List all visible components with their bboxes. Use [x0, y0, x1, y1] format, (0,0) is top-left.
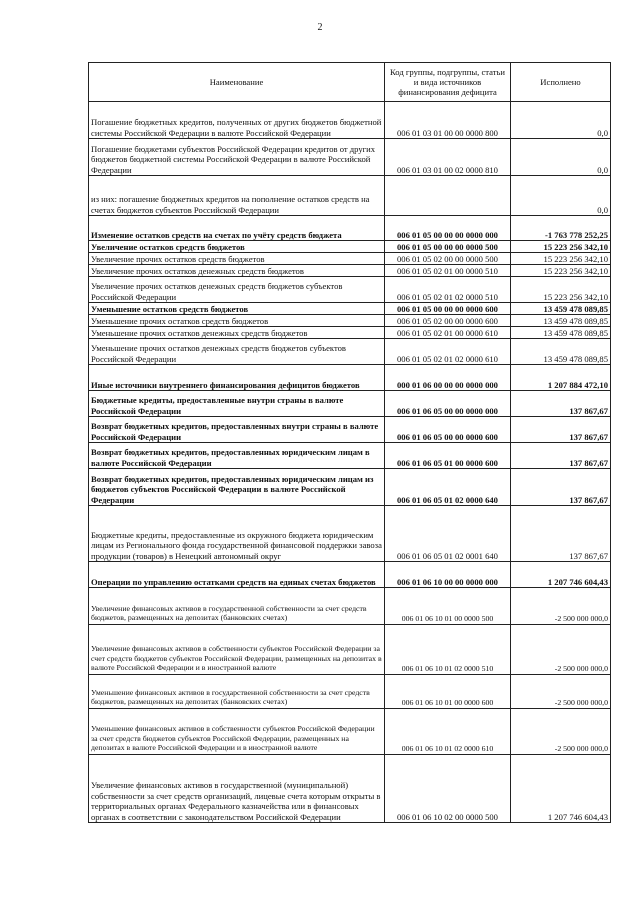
row-code-cell: 006 01 05 02 00 00 0000 500	[385, 253, 511, 265]
table-row	[89, 417, 611, 443]
row-name-cell: Уменьшение остатков средств бюджетов	[89, 303, 385, 315]
row-code-cell: 006 01 06 05 00 00 0000 000	[385, 391, 511, 417]
row-name-cell: Уменьшение прочих остатков денежных средств бюджетов субъектов Российской Федерации	[89, 339, 385, 365]
table-row	[89, 315, 611, 327]
row-name-cell: Изменение остатков средств на счетах по учёту средств бюджета	[89, 216, 385, 241]
row-name-cell: Уменьшение финансовых активов в собственности субъектов Российской Федерации за счет средств бюджетов субъектов Российской Федерации, размещенных на депозитах в валюте Российской Федерации и в иностранной валюте	[89, 709, 385, 755]
row-name-cell: Иные источники внутреннего финансирования дефицитов бюджетов	[89, 365, 385, 391]
table-row	[89, 277, 611, 303]
row-code-cell: 006 01 05 00 00 00 0000 500	[385, 241, 511, 253]
row-value-cell: 137 867,67	[511, 417, 611, 443]
row-name-cell: Увеличение остатков средств бюджетов	[89, 241, 385, 253]
row-code-cell: 000 01 06 00 00 00 0000 000	[385, 365, 511, 391]
table-row	[89, 327, 611, 339]
row-value-cell: 13 459 478 089,85	[511, 315, 611, 327]
table-row	[89, 303, 611, 315]
row-code-cell: 006 01 05 02 01 02 0000 610	[385, 339, 511, 365]
row-value-cell: 1 207 746 604,43	[511, 755, 611, 823]
table-body	[89, 102, 611, 823]
row-code-cell: 006 01 05 02 01 00 0000 510	[385, 265, 511, 277]
row-code-cell: 006 01 05 02 01 00 0000 610	[385, 327, 511, 339]
row-code-cell	[385, 176, 511, 216]
row-value-cell: 15 223 256 342,10	[511, 253, 611, 265]
row-value-cell: -2 500 000 000,0	[511, 588, 611, 625]
row-name-cell: Погашение бюджетных кредитов, полученных от других бюджетов бюджетной системы Российской Федерации в валюте Российской Федерации	[89, 102, 385, 139]
row-name-cell: Увеличение прочих остатков денежных средств бюджетов	[89, 265, 385, 277]
table-row	[89, 339, 611, 365]
row-value-cell: 0,0	[511, 102, 611, 139]
table-row	[89, 216, 611, 241]
row-name-cell: Увеличение финансовых активов в государственной (муниципальной) собственности за счет средств организаций, лицевые счета которым открыты в территориальных органах Федерального казначейства или в финансовых органах в соответствии с законодательством Российской Федерации	[89, 755, 385, 823]
row-code-cell: 006 01 06 10 01 02 0000 610	[385, 709, 511, 755]
row-name-cell: Увеличение прочих остатков средств бюджетов	[89, 253, 385, 265]
row-code-cell: 006 01 06 10 01 02 0000 510	[385, 625, 511, 675]
table-row	[89, 391, 611, 417]
row-code-cell: 006 01 06 05 00 00 0000 600	[385, 417, 511, 443]
table-row	[89, 755, 611, 823]
row-name-cell: из них: погашение бюджетных кредитов на пополнение остатков средств на счетах бюджетов субъектов Российской Федерации	[89, 176, 385, 216]
row-value-cell: 0,0	[511, 139, 611, 176]
table-row	[89, 675, 611, 709]
row-code-cell: 006 01 03 01 00 00 0000 800	[385, 102, 511, 139]
table-row	[89, 562, 611, 588]
row-name-cell: Увеличение финансовых активов в государственной собственности за счет средств бюджетов, размещенных на депозитах (банковских счетах)	[89, 588, 385, 625]
row-value-cell: -2 500 000 000,0	[511, 675, 611, 709]
row-code-cell: 006 01 03 01 00 02 0000 810	[385, 139, 511, 176]
header-name: Наименование	[89, 63, 385, 102]
table-row	[89, 253, 611, 265]
row-code-cell: 006 01 05 02 01 02 0000 510	[385, 277, 511, 303]
table-row	[89, 625, 611, 675]
row-value-cell: -2 500 000 000,0	[511, 709, 611, 755]
table-row	[89, 469, 611, 506]
row-name-cell: Уменьшение финансовых активов в государственной собственности за счет средств бюджетов, размещенных на депозитах (банковских счетах)	[89, 675, 385, 709]
table-row	[89, 588, 611, 625]
row-code-cell: 006 01 05 00 00 00 0000 000	[385, 216, 511, 241]
table-row	[89, 265, 611, 277]
table-header-row	[89, 63, 611, 102]
sources-of-financing-table	[88, 62, 611, 823]
row-code-cell: 006 01 06 10 02 00 0000 500	[385, 755, 511, 823]
page-number: 2	[317, 22, 323, 33]
header-code: Код группы, подгруппы, статьи и вида источников финансирования дефицита	[385, 63, 511, 102]
row-value-cell: 13 459 478 089,85	[511, 327, 611, 339]
row-name-cell: Операции по управлению остатками средств на единых счетах бюджетов	[89, 562, 385, 588]
row-value-cell: 1 207 746 604,43	[511, 562, 611, 588]
row-code-cell: 006 01 05 00 00 00 0000 600	[385, 303, 511, 315]
table-row	[89, 102, 611, 139]
row-name-cell: Уменьшение прочих остатков средств бюджетов	[89, 315, 385, 327]
table-row	[89, 241, 611, 253]
table-row	[89, 709, 611, 755]
row-code-cell: 006 01 06 10 01 00 0000 500	[385, 588, 511, 625]
row-value-cell: 137 867,67	[511, 469, 611, 506]
row-name-cell: Возврат бюджетных кредитов, предоставленных юридическим лицам из бюджетов субъектов Российской Федерации в валюте Российской Федерации	[89, 469, 385, 506]
row-value-cell: -1 763 778 252,25	[511, 216, 611, 241]
row-name-cell: Уменьшение прочих остатков денежных средств бюджетов	[89, 327, 385, 339]
row-value-cell: 15 223 256 342,10	[511, 241, 611, 253]
row-code-cell: 006 01 06 05 01 02 0001 640	[385, 506, 511, 562]
row-code-cell: 006 01 05 02 00 00 0000 600	[385, 315, 511, 327]
row-value-cell: 13 459 478 089,85	[511, 303, 611, 315]
table-row	[89, 365, 611, 391]
row-value-cell: 15 223 256 342,10	[511, 277, 611, 303]
table-row	[89, 506, 611, 562]
row-value-cell: 137 867,67	[511, 391, 611, 417]
row-value-cell: 137 867,67	[511, 443, 611, 469]
row-name-cell: Возврат бюджетных кредитов, предоставленных юридическим лицам в валюте Российской Федерации	[89, 443, 385, 469]
row-value-cell: -2 500 000 000,0	[511, 625, 611, 675]
table-row	[89, 139, 611, 176]
row-name-cell: Увеличение финансовых активов в собственности субъектов Российской Федерации за счет средств бюджетов субъектов Российской Федерации, размещенных на депозитах в валюте Российской Федерации и в иностранной валюте	[89, 625, 385, 675]
row-value-cell: 15 223 256 342,10	[511, 265, 611, 277]
header-executed: Исполнено	[511, 63, 611, 102]
row-name-cell: Увеличение прочих остатков денежных средств бюджетов субъектов Российской Федерации	[89, 277, 385, 303]
row-name-cell: Бюджетные кредиты, предоставленные внутри страны в валюте Российской Федерации	[89, 391, 385, 417]
row-value-cell: 0,0	[511, 176, 611, 216]
table-row	[89, 176, 611, 216]
row-code-cell: 006 01 06 05 01 02 0000 640	[385, 469, 511, 506]
row-name-cell: Бюджетные кредиты, предоставленные из окружного бюджета юридическим лицам из Регионального фонда государственной финансовой поддержки завоза продукции (товаров) в Ненецкий автономный округ	[89, 506, 385, 562]
table-row	[89, 443, 611, 469]
row-code-cell: 006 01 06 05 01 00 0000 600	[385, 443, 511, 469]
row-value-cell: 1 207 884 472,10	[511, 365, 611, 391]
row-name-cell: Возврат бюджетных кредитов, предоставленных внутри страны в валюте Российской Федерации	[89, 417, 385, 443]
row-value-cell: 137 867,67	[511, 506, 611, 562]
row-code-cell: 006 01 06 10 01 00 0000 600	[385, 675, 511, 709]
row-name-cell: Погашение бюджетами субъектов Российской Федерации кредитов от других бюджетов бюджетной системы Российской Федерации в валюте Российской Федерации	[89, 139, 385, 176]
row-code-cell: 006 01 06 10 00 00 0000 000	[385, 562, 511, 588]
row-value-cell: 13 459 478 089,85	[511, 339, 611, 365]
